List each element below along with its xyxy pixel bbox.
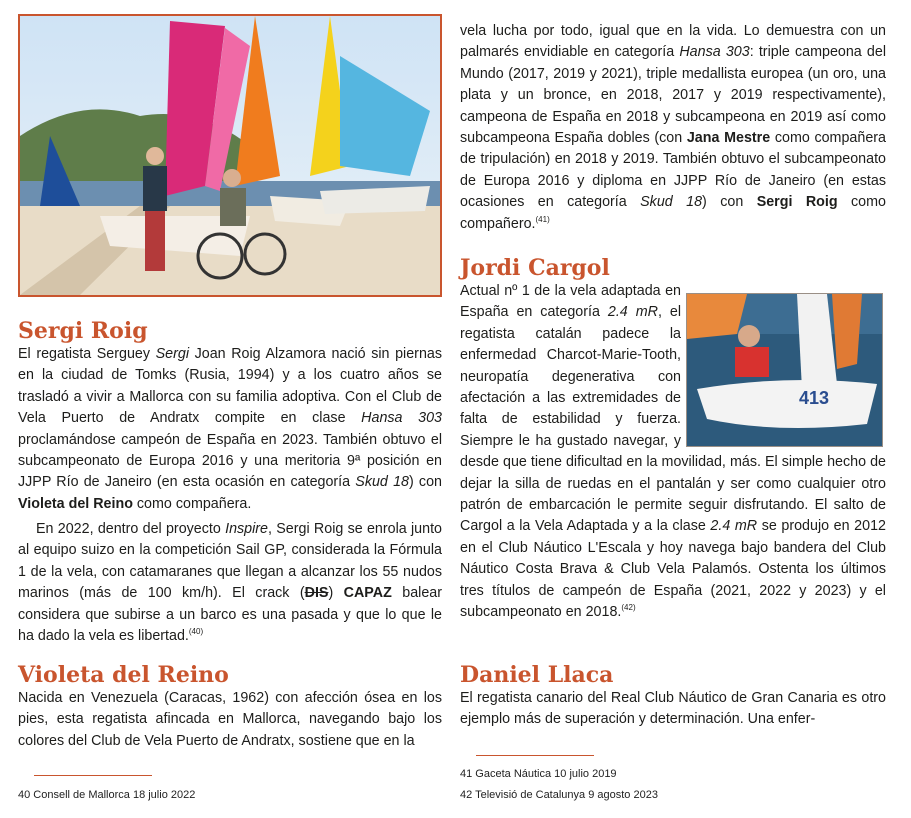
footnote-divider-left (34, 775, 152, 776)
sergi-paragraph-1: El regatista Serguey Sergi Joan Roig Alzamora nació sin piernas en la ciudad de Tomks (Rusia, 1994) y a los cuatro años se trasladó a vivir a Mallorca con su familia adoptiva. Con el Club de Vela Puerto de Andratx compite en clase Hansa 303 proclamándose campeón de España en 2023. También obtuvo el subcampeonato de Europa 2016 y una meritoria 9ª posición en JJPP Río de Janeiro (en esta ocasión en categoría Skud 18) con Violeta del Reino como compañera. (18, 346, 442, 512)
footnote-40: 40 Consell de Mallorca 18 julio 2022 (18, 789, 196, 801)
heading-daniel-llaca: Daniel Llaca (460, 662, 614, 688)
footnote-42: 42 Televisió de Catalunya 9 agosto 2023 (460, 789, 658, 801)
footnote-divider-right (476, 755, 594, 756)
photo-float-spacer (681, 281, 886, 451)
sergi-paragraph-2: En 2022, dentro del proyecto Inspire, Sergi Roig se enrola junto al equipo suizo en la competición Sail GP, considerada la Fórmula 1 de la vela, con catamaranes que llegan a alcanzar los 55 nudos marinos (más de 100 km/h). El crack (DIS) CAPAZ balear considera que subirse a un barco es una pasada y que lo que le ha dado la vela es libertad.$^{(40)}$ (18, 521, 443, 645)
daniel-paragraph-1: El regatista canario del Real Club Náutico de Gran Canaria es otro ejemplo más de superación y determinación. Una enfer- (460, 690, 886, 728)
violeta-paragraph-2: vela lucha por todo, igual que en la vida. Lo demuestra con un palmarés envidiable en categoría Hansa 303: triple campeona del Mundo (2017, 2019 y 2021), triple medallista europea (un oro, una plata y un bronce, en 2018, 2017 y 2019 respectivamente), campeona de España en 2018 y subcampeona en 2019 así como subcampeona España dobles (con Jana Mestre como compañera de tripulación) en 2018 y 2019. También obtuvo el subcampeonato de Europa 2016 y diploma en JJPP Río de Janeiro (en estas ocasiones en categoría Skud 18) con Sergi Roig como compañero.$^{(41)}$ (460, 23, 886, 232)
heading-sergi-roig: Sergi Roig (18, 318, 148, 344)
footnote-41: 41 Gaceta Náutica 10 julio 2019 (460, 768, 617, 780)
heading-violeta-del-reino: Violeta del Reino (18, 662, 229, 688)
sailing-photo-main (18, 14, 442, 297)
heading-jordi-cargol: Jordi Cargol (460, 255, 610, 281)
sail-number: 413 (799, 388, 830, 408)
violeta-paragraph-1: Nacida en Venezuela (Caracas, 1962) con afección ósea en los pies, esta regatista afincada en Mallorca, navegando bajo los colores del Club de Vela Puerto de Andratx, sostiene que en la (18, 690, 442, 749)
jordi-paragraph-1: Actual nº 1 de la vela adaptada en España en categoría 2.4 mR, el regatista catalán padece la enfermedad Charcot-Marie-Tooth, neuropatía degenerativa con afectación a las extremidades de falta de estabilidad y fuerza. Siempre le ha gustado navegar, y desde que tiene dificultad en la movilidad, más. El simple hecho de dejar la silla de ruedas en el pantalán y ser como cualquier otro patrón de embarcación le permite seguir disfrutando. El salto de Cargol a la Vela Adaptada y a la clase 2.4 mR se produjo en 2012 en el Club Náutico L'Escala y hoy navega bajo bandera del Club Náutico Costa Brava & Club Vela Palamós. Ostenta los últimos tres títulos de campeón de España (2021, 2022 y 2023) y el subcampeonato en 2018.$^{(42)}$ (460, 283, 886, 621)
sailing-photo-main-image (20, 16, 440, 295)
